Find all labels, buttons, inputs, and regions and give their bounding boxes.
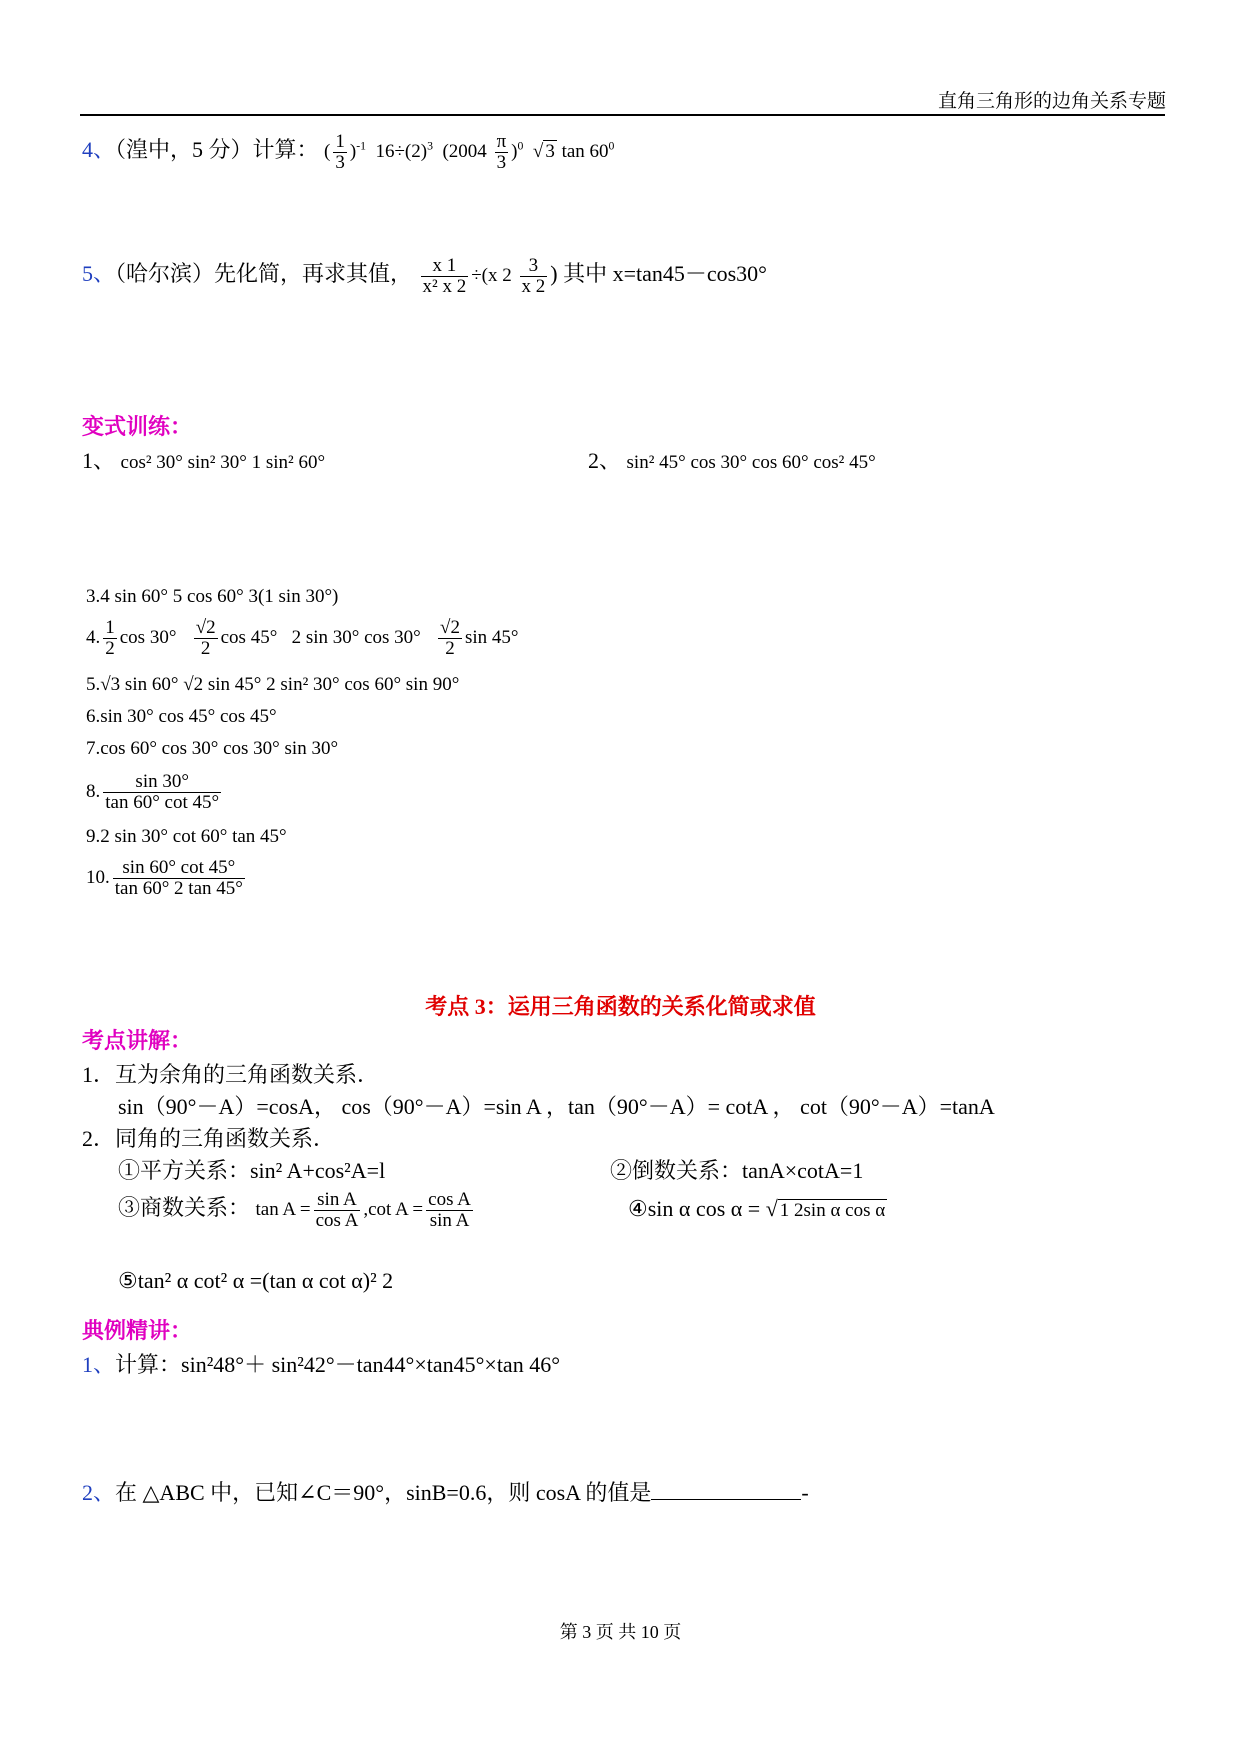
reciprocal-relation: ②倒数关系：tanA×cotA=1 — [610, 1158, 864, 1183]
examples-heading: 典例精讲： — [82, 1318, 193, 1343]
lecture-point-1: 1．互为余角的三角函数关系． — [82, 1062, 380, 1087]
header-title: 直角三角形的边角关系专题 — [937, 91, 1166, 112]
example-2: 2、在 △ABC 中，已知∠C＝90°，sinB=0.6，则 cosA 的值是 - — [82, 1480, 809, 1505]
lecture-heading: 考点讲解： — [82, 1028, 193, 1053]
variant-item-10: 10. $\frac{\sin 60^\circ \cot 45^\circ}{\tan 60^\circ 2 \tan 45^\circ}$ — [86, 857, 243, 899]
variant-item-7: 7.cos 60° cos 30° cos 30° sin 30° — [86, 738, 339, 759]
fraction: $\frac{x 1}{\text{x² x 2}}$ — [422, 255, 467, 297]
quotient-relation: ③商数关系： tan A = $\frac{\text{sin A}}{\text{cos A}}$ ,cot A = $\frac{\text{cos A}}{\text{sin A}}$ — [118, 1189, 471, 1231]
problem-5: 5、（哈尔滨）先化简，再求其值， $\frac{x 1}{\text{x² x 2}}$ ÷(x 2 $\frac{3}{x 2}$ ) 其中 x=tan45－cos30° — [82, 255, 767, 297]
variant-item-8: 8. $\frac{\sin 30^\circ}{\tan 60^\circ \cot 45^\circ}$ — [86, 771, 220, 813]
problem-source: （湟中，5 分）计算： — [115, 136, 319, 162]
variant-item-1: 1、 cos² 30° sin² 30° 1 sin² 60° — [82, 448, 326, 473]
variant-item-9: 9.2 sin 30° cot 60° tan 45° — [86, 826, 287, 847]
fraction: $\frac{1}{3}$ — [335, 131, 345, 173]
problem-number: 5、 — [82, 260, 116, 286]
variant-item-4: 4. $\frac{1}{2}$ cos 30° $\frac{√2}{2}$ cos 45° 2 sin 30° cos 30° $\frac{√2}{2}$ sin 45° — [86, 617, 519, 659]
example-1: 1、计算：sin²48°＋ sin²42°－tan44°×tan45°×tan 46° — [82, 1352, 560, 1377]
section-3-title: 考点 3：运用三角函数的关系化简或求值 — [425, 994, 816, 1019]
page-footer: 第 3 页 共 10 页 — [559, 1622, 682, 1642]
answer-blank[interactable] — [651, 1481, 801, 1500]
problem-text: （哈尔滨）先化简，再求其值， — [115, 260, 413, 286]
problem-5-expression: $\frac{x 1}{\text{x² x 2}}$ ÷(x 2 $\frac{3}{x 2}$ — [422, 255, 546, 297]
problem-4-expression: ( $\frac{1}{3}$ )$^{-1}$ $16\div(2)^3$ (2004 $\frac{\pi}{3}$ )$^0$ √ 3 $\tan 60^0$ — [324, 131, 615, 173]
tan-cot-relation: ⑤tan² α cot² α =(tan α cot α)² 2 — [118, 1268, 394, 1293]
header-rule — [80, 114, 1165, 116]
pi-fraction: $\frac{\pi}{3}$ — [496, 131, 507, 173]
lecture-point-2: 2．同角的三角函数关系． — [82, 1126, 336, 1151]
variant-item-2: 2、 sin² 45° cos 30° cos 60° cos² 45° — [588, 448, 876, 473]
variant-item-5: 5.√3 sin 60° √2 sin 45° 2 sin² 30° cos 60° sin 90° — [86, 674, 460, 695]
variant-item-6: 6.sin 30° cos 45° cos 45° — [86, 706, 277, 727]
fraction: $\frac{3}{x 2}$ — [521, 255, 546, 297]
square-relation: ①平方关系：sin² A+cos²A=l — [118, 1158, 386, 1183]
variant-item-3: 3.4 sin 60° 5 cos 60° 3(1 sin 30°) — [86, 586, 339, 607]
sum-relation: ④sin α cos α = √ 1 2sin α cos α — [628, 1196, 886, 1221]
problem-number: 4、 — [82, 136, 116, 162]
problem-4 — [82, 132, 614, 173]
cofunction-formulas: sin（90°－A）=cosA， cos（90°－A）=sin A ，tan（90°－A）= cotA ， cot（90°－A）=tanA — [118, 1094, 995, 1119]
variant-training-heading: 变式训练： — [82, 414, 193, 439]
